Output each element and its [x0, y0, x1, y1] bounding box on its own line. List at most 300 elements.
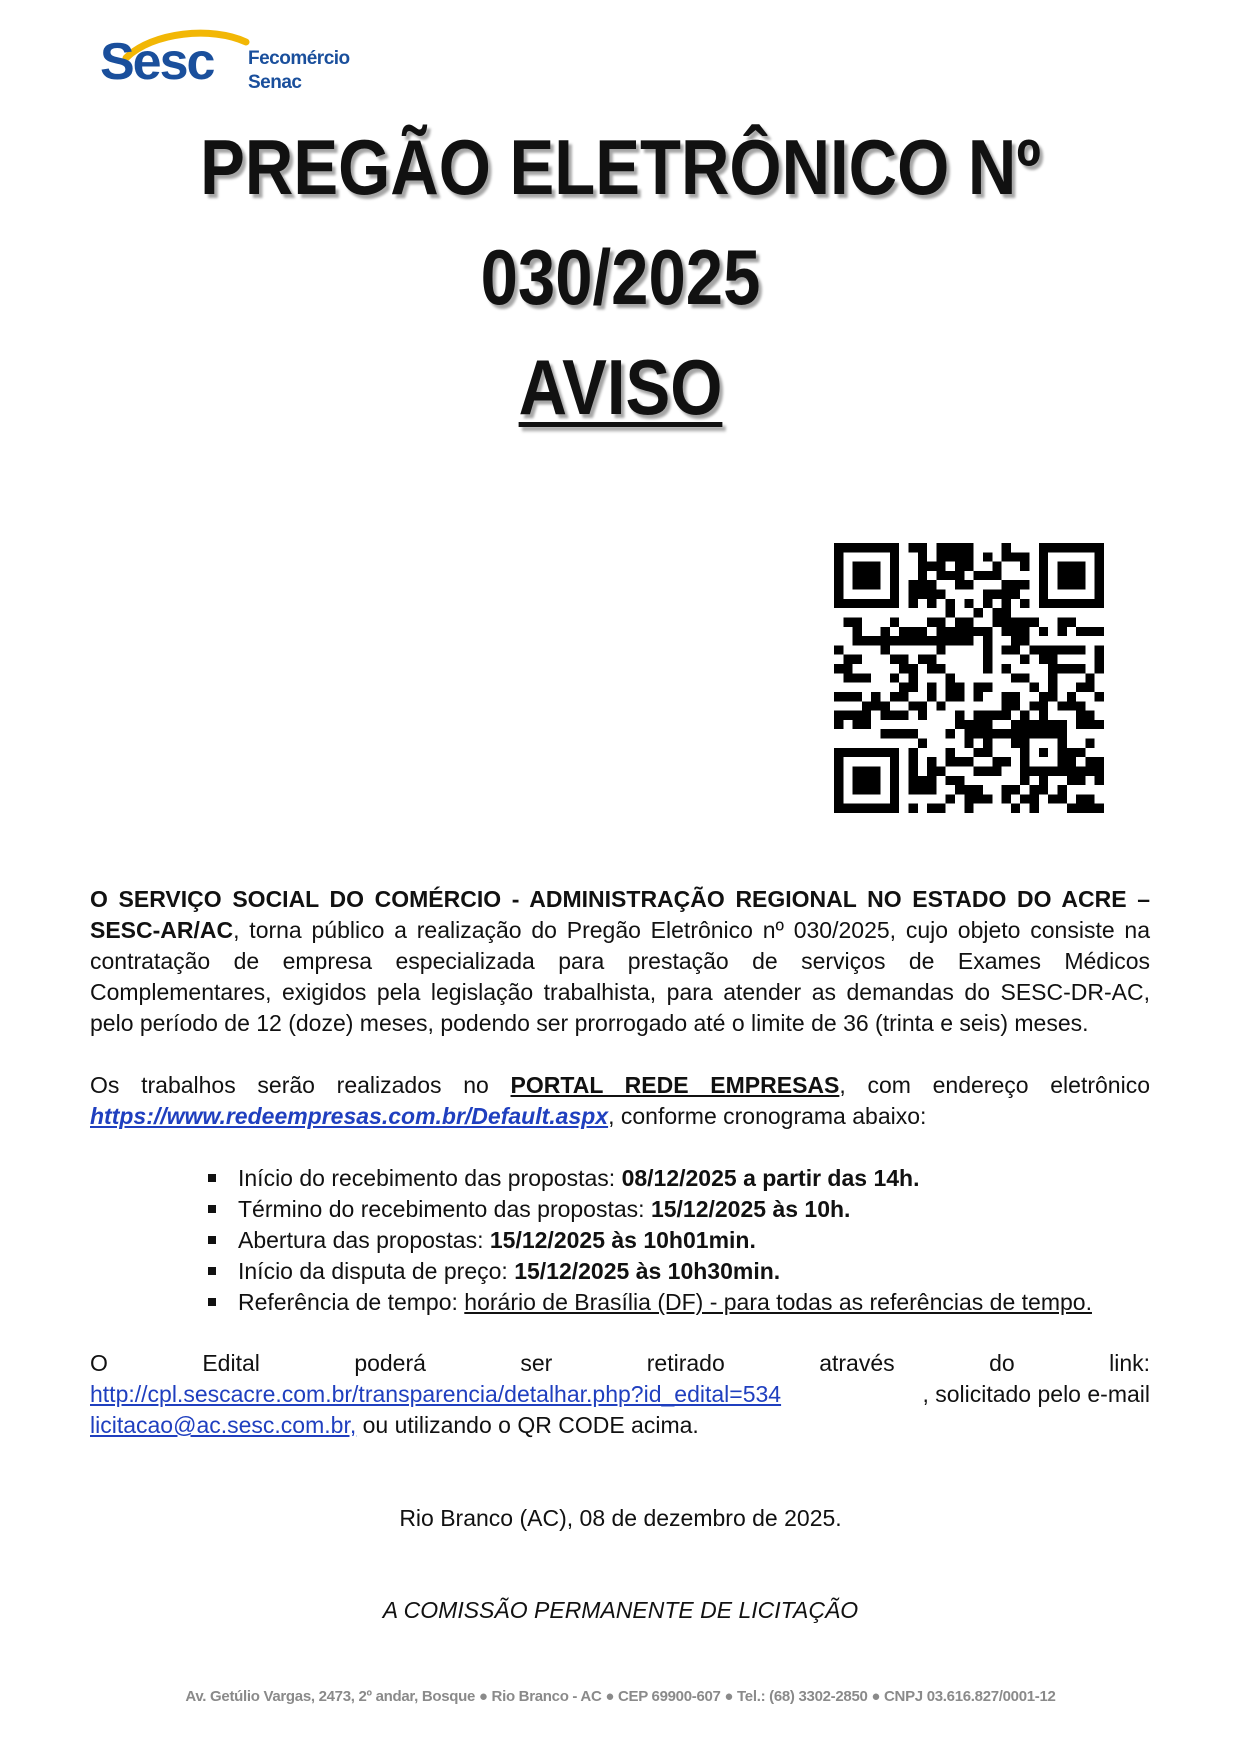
- qr-module: [1067, 580, 1076, 589]
- qr-module: [946, 636, 955, 645]
- qr-module: [890, 571, 899, 580]
- qr-module: [1048, 766, 1057, 775]
- qr-module: [927, 664, 936, 673]
- qr-module: [1095, 599, 1104, 608]
- qr-module: [1020, 739, 1029, 748]
- edital-second-line: [90, 1379, 1150, 1410]
- list-item: [208, 1287, 1158, 1318]
- qr-module: [927, 580, 936, 589]
- qr-module: [843, 748, 852, 757]
- qr-module: [1057, 794, 1066, 803]
- qr-module: [1002, 692, 1011, 701]
- qr-module: [964, 543, 973, 552]
- schedule-label: Término do recebimento das propostas:: [238, 1196, 651, 1222]
- bullet-icon: [208, 1205, 216, 1213]
- schedule-list: [208, 1163, 1158, 1318]
- qr-module: [955, 692, 964, 701]
- qr-module: [862, 804, 871, 813]
- email-link[interactable]: licitacao@ac.sesc.com.br,: [90, 1412, 357, 1438]
- qr-module: [983, 552, 992, 561]
- qr-module: [890, 599, 899, 608]
- qr-module: [834, 766, 843, 775]
- qr-module: [1002, 729, 1011, 738]
- qr-module: [871, 599, 880, 608]
- qr-module: [834, 785, 843, 794]
- qr-module: [1067, 562, 1076, 571]
- qr-module: [871, 543, 880, 552]
- qr-module: [1076, 580, 1085, 589]
- qr-module: [1085, 757, 1094, 766]
- qr-module: [1011, 720, 1020, 729]
- qr-module: [1067, 599, 1076, 608]
- qr-module: [1011, 701, 1020, 710]
- qr-code-icon[interactable]: [834, 543, 1104, 813]
- edital-word: poderá: [354, 1350, 426, 1376]
- qr-module: [1095, 590, 1104, 599]
- qr-module: [871, 804, 880, 813]
- qr-module: [1057, 701, 1066, 710]
- qr-module: [1030, 683, 1039, 692]
- qr-module: [955, 785, 964, 794]
- schedule-label: Início do recebimento das propostas:: [238, 1165, 622, 1191]
- qr-module: [992, 608, 1001, 617]
- edital-first-line: [90, 1348, 1150, 1379]
- qr-module: [1030, 785, 1039, 794]
- qr-module: [1067, 692, 1076, 701]
- qr-module: [908, 673, 917, 682]
- qr-module: [1020, 627, 1029, 636]
- qr-module: [927, 599, 936, 608]
- qr-module: [1067, 757, 1076, 766]
- qr-module: [871, 701, 880, 710]
- qr-module: [908, 729, 917, 738]
- qr-module: [1095, 720, 1104, 729]
- qr-module: [1076, 794, 1085, 803]
- qr-module: [1002, 590, 1011, 599]
- qr-module: [1057, 571, 1066, 580]
- qr-module: [908, 627, 917, 636]
- qr-module: [918, 571, 927, 580]
- qr-module: [918, 655, 927, 664]
- qr-module: [1076, 543, 1085, 552]
- qr-module: [1067, 776, 1076, 785]
- qr-module: [955, 571, 964, 580]
- sesc-logo: [100, 22, 380, 102]
- qr-module: [936, 617, 945, 626]
- qr-module: [1076, 562, 1085, 571]
- qr-module: [843, 599, 852, 608]
- qr-module: [927, 590, 936, 599]
- qr-module: [853, 636, 862, 645]
- qr-module: [1085, 627, 1094, 636]
- qr-module: [927, 757, 936, 766]
- qr-module: [1076, 701, 1085, 710]
- qr-module: [890, 636, 899, 645]
- qr-module: [1039, 543, 1048, 552]
- qr-module: [1085, 720, 1094, 729]
- qr-module: [1002, 608, 1011, 617]
- qr-module: [918, 785, 927, 794]
- qr-module: [918, 580, 927, 589]
- qr-module: [974, 748, 983, 757]
- qr-module: [1002, 757, 1011, 766]
- qr-module: [843, 543, 852, 552]
- qr-module: [908, 804, 917, 813]
- qr-module: [974, 720, 983, 729]
- qr-module: [890, 729, 899, 738]
- qr-module: [871, 766, 880, 775]
- qr-module: [1048, 655, 1057, 664]
- qr-module: [946, 794, 955, 803]
- qr-module: [1039, 729, 1048, 738]
- qr-module: [871, 692, 880, 701]
- intro-paragraph: [90, 884, 1150, 1039]
- qr-module: [1095, 552, 1104, 561]
- qr-module: [1002, 552, 1011, 561]
- qr-module: [1057, 645, 1066, 654]
- qr-module: [992, 590, 1001, 599]
- schedule-label: Abertura das propostas:: [238, 1227, 490, 1253]
- portal-url-link[interactable]: https://www.redeempresas.com.br/Default.aspx: [90, 1103, 609, 1129]
- qr-module: [890, 804, 899, 813]
- edital-word: retirado: [646, 1350, 725, 1376]
- qr-module: [1002, 785, 1011, 794]
- qr-module: [1039, 645, 1048, 654]
- logo-sesc-text: Sesc: [100, 33, 214, 91]
- qr-module: [983, 748, 992, 757]
- qr-module: [927, 562, 936, 571]
- qr-module: [843, 673, 852, 682]
- qr-module: [853, 617, 862, 626]
- qr-module: [1011, 617, 1020, 626]
- qr-module: [964, 599, 973, 608]
- qr-module: [1095, 692, 1104, 701]
- qr-module: [1002, 701, 1011, 710]
- qr-module: [862, 748, 871, 757]
- qr-module: [1002, 617, 1011, 626]
- qr-module: [862, 599, 871, 608]
- edital-word: ser: [520, 1350, 553, 1376]
- edital-word: Edital: [202, 1350, 260, 1376]
- qr-module: [936, 766, 945, 775]
- qr-module: [853, 720, 862, 729]
- qr-module: [983, 636, 992, 645]
- title-line-1: PREGÃO ELETRÔNICO Nº: [200, 123, 1041, 211]
- qr-module: [881, 645, 890, 654]
- qr-module: [1085, 711, 1094, 720]
- qr-module: [964, 729, 973, 738]
- qr-module: [1057, 729, 1066, 738]
- qr-module: [1039, 552, 1048, 561]
- qr-module: [890, 785, 899, 794]
- qr-module: [964, 636, 973, 645]
- qr-module: [834, 599, 843, 608]
- edital-word: O: [90, 1350, 108, 1376]
- qr-module: [1076, 571, 1085, 580]
- schedule-label: Referência de tempo:: [238, 1289, 465, 1315]
- qr-module: [1057, 580, 1066, 589]
- qr-module: [890, 590, 899, 599]
- qr-module: [974, 711, 983, 720]
- logo-fecomercio-text: Fecomércio: [248, 48, 350, 69]
- qr-module: [1067, 748, 1076, 757]
- qr-module: [853, 748, 862, 757]
- qr-module: [918, 711, 927, 720]
- qr-module: [918, 543, 927, 552]
- qr-module: [992, 617, 1001, 626]
- qr-module: [936, 552, 945, 561]
- qr-module: [1095, 580, 1104, 589]
- qr-module: [908, 776, 917, 785]
- qr-module: [983, 720, 992, 729]
- qr-module: [1020, 552, 1029, 561]
- qr-module: [1048, 794, 1057, 803]
- qr-module: [881, 711, 890, 720]
- qr-module: [871, 562, 880, 571]
- qr-module: [834, 711, 843, 720]
- edital-word: através: [819, 1350, 895, 1376]
- qr-module: [862, 543, 871, 552]
- qr-module: [1030, 729, 1039, 738]
- qr-module: [843, 664, 852, 673]
- footer-address: Av. Getúlio Vargas, 2473, 2º andar, Bosque ● Rio Branco - AC ● CEP 69900-607 ● Tel.: (68) 3302-2850 ● CNPJ 03.616.827/0001-12: [185, 1688, 1056, 1705]
- qr-module: [1020, 711, 1029, 720]
- qr-module: [890, 562, 899, 571]
- qr-module: [1057, 757, 1066, 766]
- edital-word: do: [989, 1350, 1015, 1376]
- qr-module: [946, 552, 955, 561]
- qr-module: [946, 729, 955, 738]
- qr-module: [946, 608, 955, 617]
- qr-module: [853, 571, 862, 580]
- qr-module: [974, 627, 983, 636]
- qr-module: [853, 543, 862, 552]
- qr-module: [927, 785, 936, 794]
- qr-module: [1011, 645, 1020, 654]
- qr-module: [983, 645, 992, 654]
- qr-module: [862, 571, 871, 580]
- qr-module: [834, 757, 843, 766]
- qr-module: [936, 664, 945, 673]
- qr-module: [853, 673, 862, 682]
- qr-module: [964, 562, 973, 571]
- qr-module: [1095, 804, 1104, 813]
- schedule-value: horário de Brasília (DF) - para todas as referências de tempo.: [464, 1289, 1092, 1315]
- list-item: [208, 1163, 1158, 1194]
- qr-module: [1057, 785, 1066, 794]
- qr-module: [1076, 664, 1085, 673]
- qr-module: [834, 804, 843, 813]
- qr-module: [899, 627, 908, 636]
- qr-module: [936, 562, 945, 571]
- qr-module: [1057, 664, 1066, 673]
- qr-module: [862, 785, 871, 794]
- qr-module: [1039, 701, 1048, 710]
- qr-module: [843, 711, 852, 720]
- qr-module: [1085, 766, 1094, 775]
- qr-module: [992, 757, 1001, 766]
- qr-module: [1067, 571, 1076, 580]
- qr-module: [918, 636, 927, 645]
- qr-module: [871, 580, 880, 589]
- qr-module: [899, 664, 908, 673]
- portal-text-after: , conforme cronograma abaixo:: [608, 1103, 927, 1129]
- qr-module: [890, 692, 899, 701]
- qr-module: [974, 794, 983, 803]
- qr-module: [1011, 785, 1020, 794]
- qr-module: [871, 776, 880, 785]
- qr-module: [1020, 776, 1029, 785]
- qr-module: [908, 590, 917, 599]
- qr-module: [871, 636, 880, 645]
- qr-module: [992, 729, 1001, 738]
- qr-module: [871, 785, 880, 794]
- qr-module: [1039, 580, 1048, 589]
- qr-module: [881, 543, 890, 552]
- qr-module: [834, 590, 843, 599]
- qr-module: [1095, 757, 1104, 766]
- qr-module: [853, 804, 862, 813]
- qr-module: [1057, 720, 1066, 729]
- qr-module: [992, 571, 1001, 580]
- qr-module: [1039, 720, 1048, 729]
- edital-word: link:: [1109, 1350, 1150, 1376]
- qr-module: [843, 804, 852, 813]
- qr-module: [974, 729, 983, 738]
- qr-module: [964, 627, 973, 636]
- qr-module: [834, 664, 843, 673]
- qr-module: [1020, 562, 1029, 571]
- qr-module: [862, 673, 871, 682]
- qr-module: [974, 785, 983, 794]
- qr-module: [899, 636, 908, 645]
- qr-module: [881, 636, 890, 645]
- qr-module: [936, 804, 945, 813]
- qr-module: [908, 599, 917, 608]
- qr-module: [983, 766, 992, 775]
- qr-module: [936, 645, 945, 654]
- qr-module: [1030, 766, 1039, 775]
- qr-module: [1085, 683, 1094, 692]
- qr-module: [1048, 645, 1057, 654]
- qr-module: [1011, 673, 1020, 682]
- qr-module: [881, 729, 890, 738]
- qr-module: [862, 636, 871, 645]
- qr-module: [964, 804, 973, 813]
- qr-module: [1067, 617, 1076, 626]
- qr-module: [908, 636, 917, 645]
- qr-module: [1011, 552, 1020, 561]
- qr-module: [964, 580, 973, 589]
- qr-module: [908, 580, 917, 589]
- qr-module: [1057, 562, 1066, 571]
- qr-module: [964, 785, 973, 794]
- qr-module: [964, 757, 973, 766]
- qr-module: [1057, 739, 1066, 748]
- qr-module: [1067, 766, 1076, 775]
- qr-module: [955, 720, 964, 729]
- list-item: [208, 1256, 1158, 1287]
- qr-module: [955, 776, 964, 785]
- qr-module: [936, 571, 945, 580]
- qr-module: [1095, 562, 1104, 571]
- qr-module: [1048, 720, 1057, 729]
- qr-module: [1095, 571, 1104, 580]
- qr-module: [955, 580, 964, 589]
- qr-module: [1011, 580, 1020, 589]
- qr-module: [1067, 543, 1076, 552]
- qr-module: [1030, 804, 1039, 813]
- qr-module: [955, 617, 964, 626]
- qr-module: [834, 776, 843, 785]
- qr-module: [834, 571, 843, 580]
- qr-module: [1002, 580, 1011, 589]
- qr-module: [908, 785, 917, 794]
- qr-module: [881, 627, 890, 636]
- edital-text-mid: , solicitado pelo e-mail: [922, 1381, 1150, 1407]
- qr-module: [1002, 645, 1011, 654]
- qr-module: [853, 785, 862, 794]
- qr-module: [1095, 645, 1104, 654]
- qr-module: [1076, 720, 1085, 729]
- qr-module: [899, 683, 908, 692]
- qr-module: [1011, 636, 1020, 645]
- qr-module: [1011, 739, 1020, 748]
- qr-module: [1076, 711, 1085, 720]
- qr-module: [992, 711, 1001, 720]
- title-aviso: AVISO: [518, 343, 723, 431]
- qr-module: [946, 757, 955, 766]
- qr-module: [853, 562, 862, 571]
- qr-module: [1002, 627, 1011, 636]
- qr-module: [992, 766, 1001, 775]
- qr-module: [1076, 766, 1085, 775]
- qr-module: [1011, 590, 1020, 599]
- qr-module: [974, 766, 983, 775]
- qr-module: [1085, 794, 1094, 803]
- qr-module: [964, 794, 973, 803]
- qr-module: [1002, 664, 1011, 673]
- qr-module: [1085, 673, 1094, 682]
- qr-module: [1039, 711, 1048, 720]
- qr-module: [1076, 748, 1085, 757]
- qr-module: [1048, 599, 1057, 608]
- qr-module: [927, 766, 936, 775]
- qr-module: [1002, 794, 1011, 803]
- qr-module: [1057, 599, 1066, 608]
- portal-text-middle: , com endereço eletrônico: [839, 1072, 1150, 1098]
- qr-module: [983, 599, 992, 608]
- qr-module: [1020, 766, 1029, 775]
- qr-module: [1011, 627, 1020, 636]
- qr-module: [927, 683, 936, 692]
- schedule-label: Início da disputa de preço:: [238, 1258, 515, 1284]
- qr-module: [881, 701, 890, 710]
- qr-module: [1039, 627, 1048, 636]
- qr-module: [1048, 543, 1057, 552]
- edital-link[interactable]: http://cpl.sescacre.com.br/transparencia/detalhar.php?id_edital=534: [90, 1381, 782, 1407]
- qr-module: [871, 571, 880, 580]
- schedule-value: 15/12/2025 às 10h30min.: [514, 1258, 781, 1284]
- qr-module: [955, 757, 964, 766]
- qr-module: [946, 748, 955, 757]
- qr-module: [918, 552, 927, 561]
- qr-module: [946, 627, 955, 636]
- qr-module: [918, 776, 927, 785]
- bullet-icon: [208, 1267, 216, 1275]
- qr-module: [918, 739, 927, 748]
- qr-module: [899, 711, 908, 720]
